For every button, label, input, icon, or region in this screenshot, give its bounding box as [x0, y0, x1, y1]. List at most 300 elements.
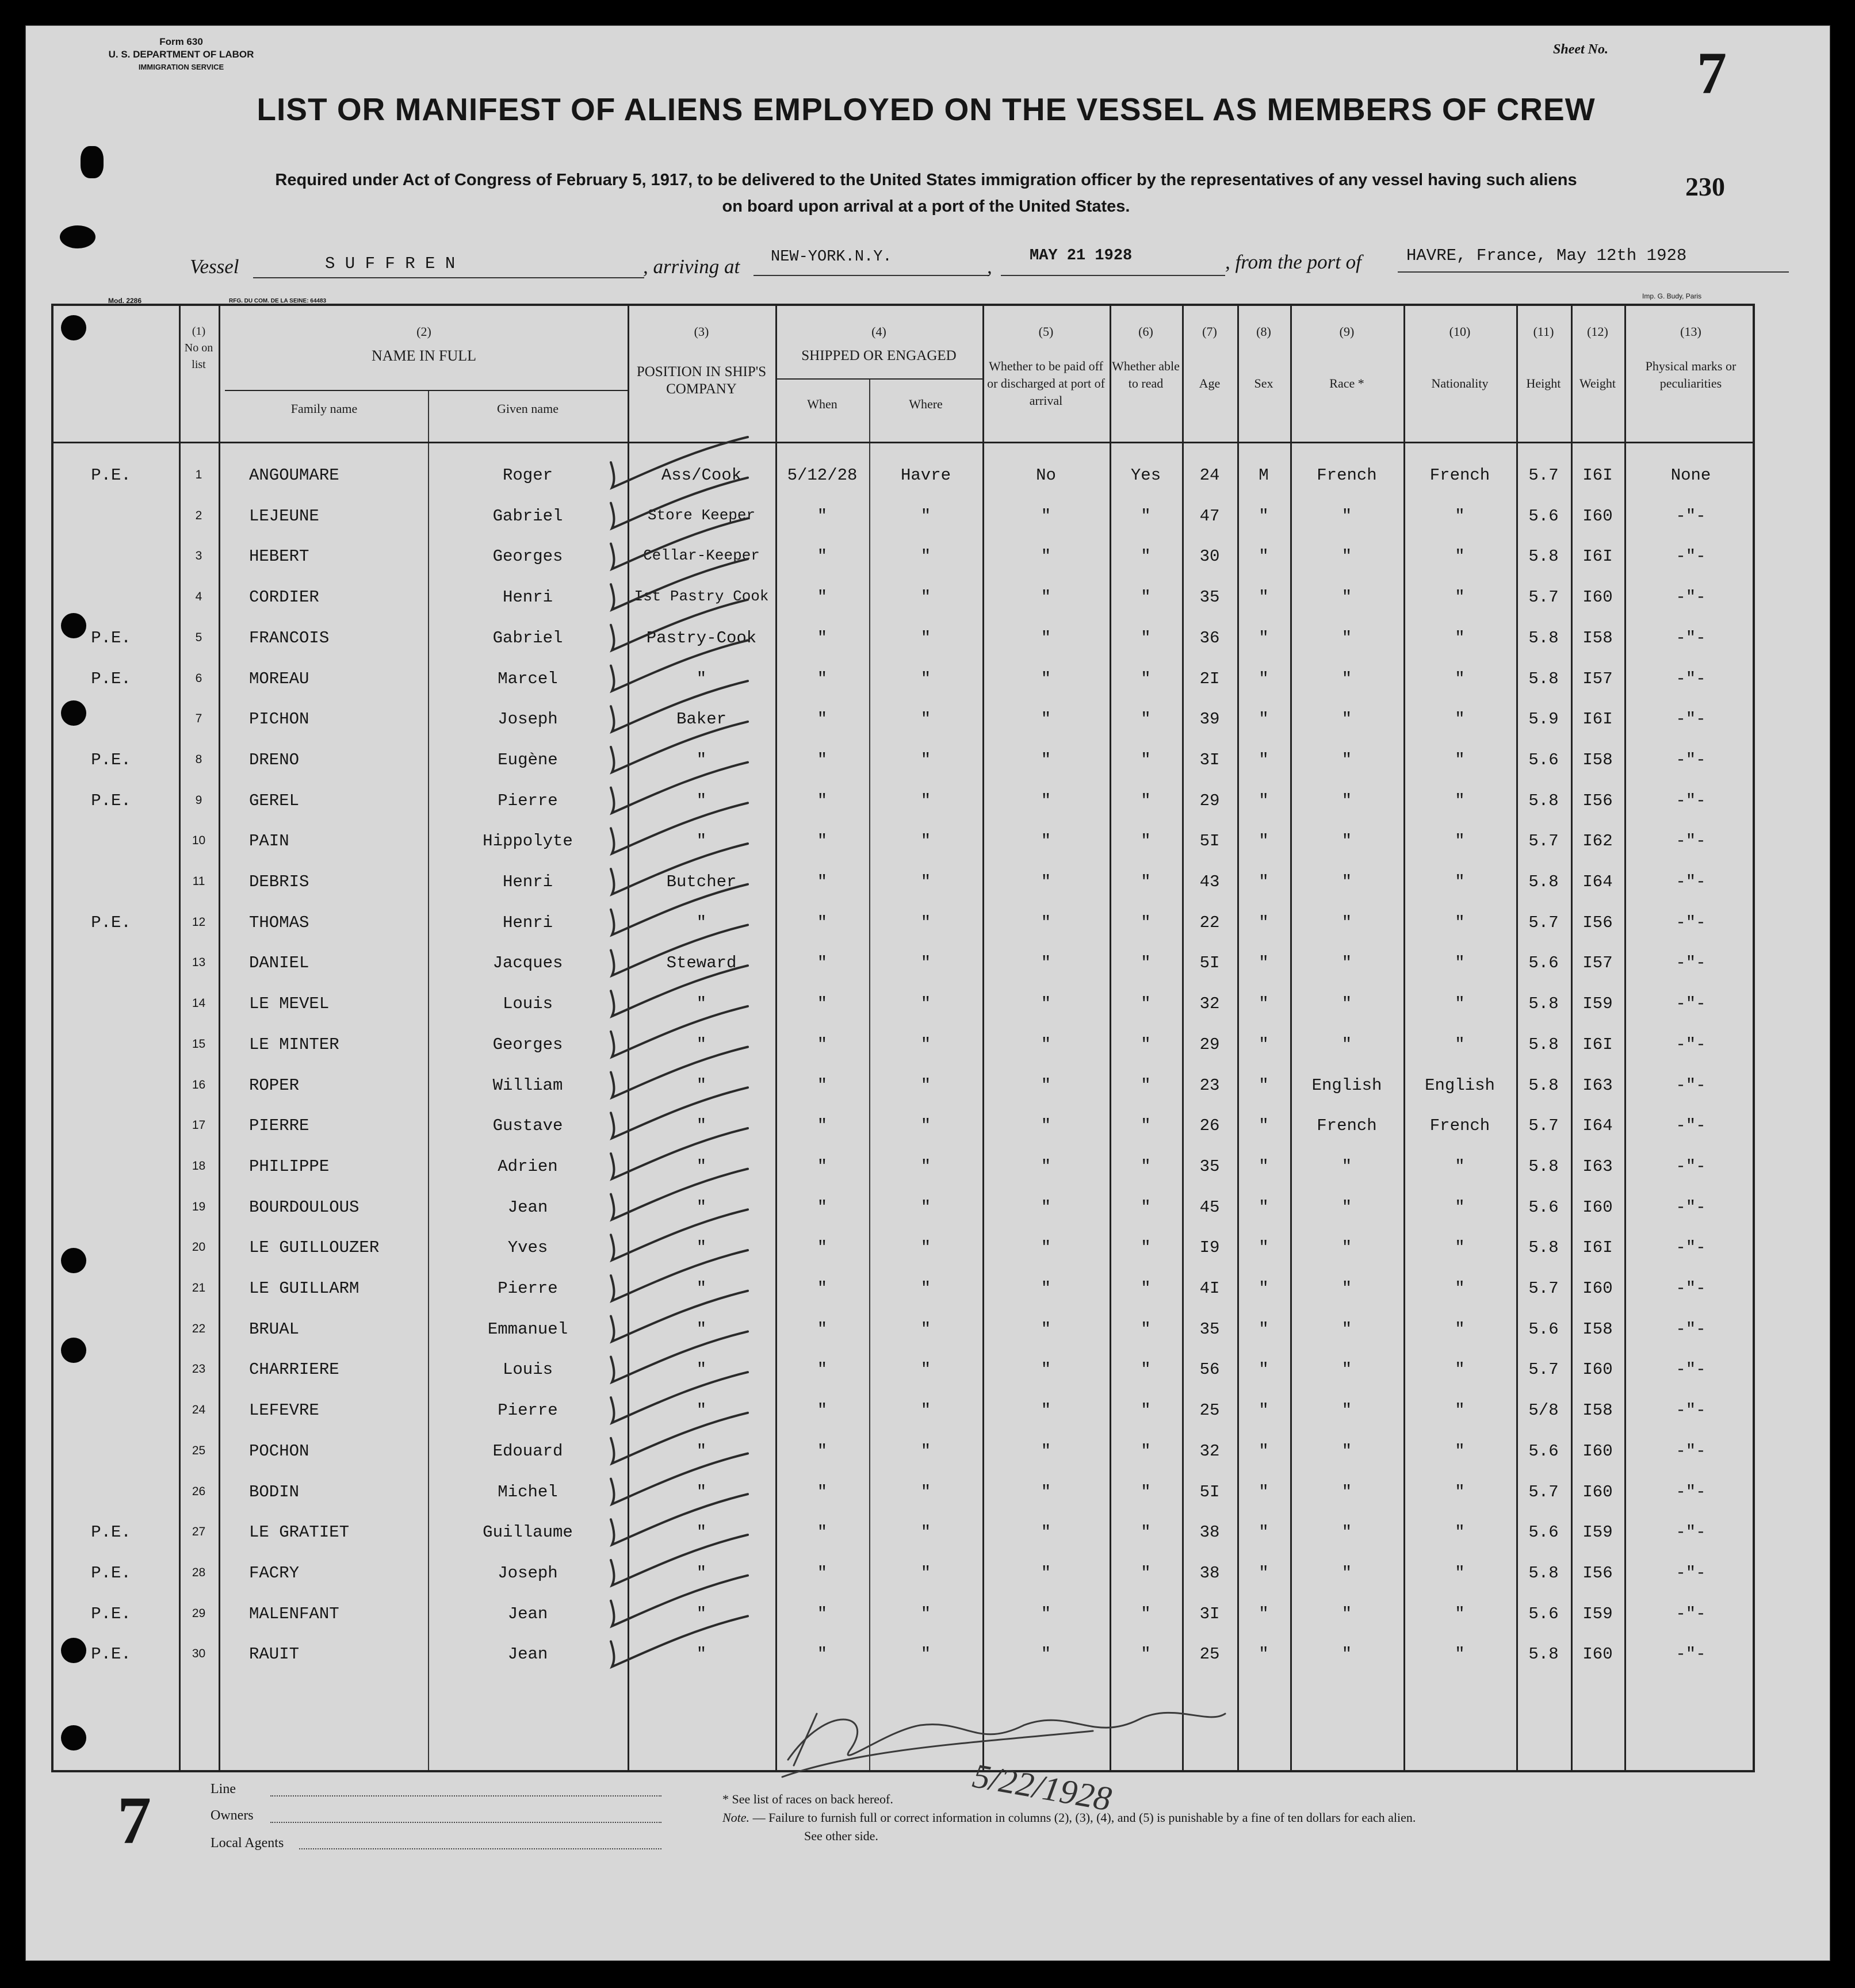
shipped-when: " — [817, 1279, 828, 1298]
row-number: 29 — [192, 1606, 206, 1620]
sex: " — [1259, 1197, 1269, 1217]
able-to-read: " — [1141, 832, 1151, 851]
nationality: " — [1455, 1604, 1465, 1623]
pe-mark: P.E. — [91, 628, 131, 648]
paid-off: " — [1041, 710, 1051, 729]
shipped-when: " — [817, 628, 828, 648]
line-underline — [270, 1795, 661, 1797]
age: 23 — [1199, 1075, 1220, 1095]
shipped-where: Havre — [900, 466, 951, 485]
height: 5.7 — [1528, 1482, 1559, 1501]
physical-marks: -"- — [1676, 669, 1706, 688]
weight: I63 — [1582, 1156, 1613, 1176]
from-port: HAVRE, France, May 12th 1928 — [1406, 246, 1687, 265]
height: 5.8 — [1528, 669, 1559, 688]
family-name: POCHON — [249, 1441, 309, 1461]
header-col-2-number: (2) — [416, 324, 431, 339]
given-name: Louis — [502, 1360, 553, 1380]
height: 5/8 — [1528, 1401, 1559, 1420]
arriving-label: , arriving at — [643, 255, 740, 278]
age: 29 — [1199, 791, 1220, 810]
nationality: " — [1455, 1360, 1465, 1380]
family-name: LE GUILLOUZER — [249, 1238, 380, 1258]
given-name: Edouard — [492, 1441, 563, 1461]
sex: " — [1259, 1156, 1269, 1176]
shipped-where: " — [920, 669, 931, 688]
nationality: " — [1455, 1563, 1465, 1583]
height: 5.8 — [1528, 1075, 1559, 1095]
age: 3I — [1199, 1604, 1220, 1623]
family-name: LE MINTER — [249, 1035, 339, 1054]
physical-marks: -"- — [1676, 1563, 1706, 1583]
check-mark — [611, 1454, 748, 1504]
family-name: LE GUILLARM — [249, 1279, 359, 1298]
height: 5.7 — [1528, 1116, 1559, 1136]
paid-off: " — [1041, 506, 1051, 526]
age: 5I — [1199, 832, 1220, 851]
age: 25 — [1199, 1401, 1220, 1420]
nationality: " — [1455, 1523, 1465, 1542]
family-name: PAIN — [249, 832, 289, 851]
position: Cellar-Keeper — [643, 547, 760, 565]
header-family: Family name — [290, 401, 358, 416]
header-col-1-number: (1) — [192, 325, 206, 338]
check-mark — [611, 925, 748, 975]
given-name: Pierre — [498, 1279, 558, 1298]
physical-marks: -"- — [1676, 1156, 1706, 1176]
age: 26 — [1199, 1116, 1220, 1136]
shipped-where: " — [920, 1441, 931, 1461]
race: " — [1341, 1441, 1352, 1461]
check-mark — [611, 1128, 748, 1179]
height: 5.6 — [1528, 750, 1559, 769]
height: 5.8 — [1528, 994, 1559, 1014]
sex: " — [1259, 1401, 1269, 1420]
race: " — [1341, 832, 1352, 851]
physical-marks: -"- — [1676, 1197, 1706, 1217]
weight: I60 — [1582, 1482, 1613, 1501]
age: 35 — [1199, 1319, 1220, 1339]
position: " — [696, 1279, 707, 1298]
given-name: Emmanuel — [487, 1319, 568, 1339]
check-mark — [611, 1372, 748, 1423]
given-name: Henri — [502, 588, 553, 607]
able-to-read: Yes — [1130, 466, 1161, 485]
able-to-read: " — [1141, 913, 1151, 932]
nationality: " — [1455, 1197, 1465, 1217]
row-number: 2 — [195, 508, 202, 522]
nationality: " — [1455, 994, 1465, 1014]
check-mark — [611, 1331, 748, 1382]
shipped-when: " — [817, 1563, 828, 1583]
local-agents-underline — [299, 1848, 661, 1849]
nationality: " — [1455, 1319, 1465, 1339]
shipped-where: " — [920, 872, 931, 891]
paid-off: No — [1036, 466, 1056, 485]
race: " — [1341, 872, 1352, 891]
paid-off: " — [1041, 1197, 1051, 1217]
shipped-when: " — [817, 913, 828, 932]
race: " — [1341, 669, 1352, 688]
age: 38 — [1199, 1523, 1220, 1542]
family-name: LE MEVEL — [249, 994, 330, 1014]
race: " — [1341, 1523, 1352, 1542]
nationality: " — [1455, 1279, 1465, 1298]
race: " — [1341, 1604, 1352, 1623]
family-name: BODIN — [249, 1482, 300, 1501]
header-col-10-label: Nationality — [1431, 376, 1489, 390]
local-agents-label: Local Agents — [211, 1836, 284, 1851]
pe-mark: P.E. — [91, 1523, 131, 1542]
nationality: French — [1429, 1116, 1490, 1136]
check-mark — [611, 1169, 748, 1220]
header-when: When — [807, 397, 837, 411]
mod-note: Mod. 2286 — [108, 297, 142, 305]
family-name: RAUIT — [249, 1645, 300, 1664]
weight: I64 — [1582, 1116, 1613, 1136]
sex: " — [1259, 669, 1269, 688]
age: 24 — [1199, 466, 1220, 485]
row-number: 13 — [192, 956, 206, 970]
family-name: MOREAU — [249, 669, 309, 688]
check-mark — [611, 681, 748, 731]
able-to-read: " — [1141, 1360, 1151, 1380]
able-to-read: " — [1141, 1319, 1151, 1339]
height: 5.8 — [1528, 1238, 1559, 1258]
nationality: " — [1455, 1645, 1465, 1664]
position: Store Keeper — [647, 506, 756, 524]
sex: " — [1259, 1319, 1269, 1339]
given-name: Pierre — [498, 1401, 558, 1420]
sex: " — [1259, 872, 1269, 891]
shipped-where: " — [920, 1156, 931, 1176]
paid-off: " — [1041, 1075, 1051, 1095]
service: IMMIGRATION SERVICE — [138, 63, 224, 71]
sex: " — [1259, 1116, 1269, 1136]
position: " — [696, 1482, 707, 1501]
age: 39 — [1199, 710, 1220, 729]
able-to-read: " — [1141, 1075, 1151, 1095]
check-mark — [611, 1047, 748, 1098]
shipped-where: " — [920, 994, 931, 1014]
height: 5.7 — [1528, 1360, 1559, 1380]
header-col-11-label: Height — [1526, 376, 1561, 390]
position: Butcher — [666, 872, 737, 891]
family-name: PICHON — [249, 710, 309, 729]
row-number: 21 — [192, 1281, 206, 1294]
header-col-13-number: (13) — [1680, 324, 1701, 339]
row-number: 7 — [195, 712, 202, 726]
check-mark — [611, 1250, 748, 1301]
given-name: Georges — [492, 547, 563, 566]
race: " — [1341, 1156, 1352, 1176]
shipped-where: " — [920, 1075, 931, 1095]
shipped-where: " — [920, 1279, 931, 1298]
line-label: Line — [211, 1782, 236, 1797]
physical-marks: -"- — [1676, 588, 1706, 607]
shipped-where: " — [920, 1116, 931, 1136]
row-number: 17 — [192, 1119, 206, 1132]
physical-marks: -"- — [1676, 913, 1706, 932]
race: " — [1341, 953, 1352, 973]
shipped-when: " — [817, 872, 828, 891]
shipped-where: " — [920, 750, 931, 769]
family-name: PIERRE — [249, 1116, 309, 1136]
height: 5.8 — [1528, 1035, 1559, 1054]
nationality: " — [1455, 588, 1465, 607]
family-name: HEBERT — [249, 547, 309, 566]
paid-off: " — [1041, 1035, 1051, 1054]
row-number: 30 — [192, 1647, 206, 1661]
header-given: Given name — [497, 401, 559, 416]
shipped-where: " — [920, 506, 931, 526]
pe-mark: P.E. — [91, 669, 131, 688]
position: " — [696, 1116, 707, 1136]
arrival-date: MAY 21 1928 — [1030, 247, 1133, 265]
pe-mark: P.E. — [91, 913, 131, 932]
shipped-where: " — [920, 791, 931, 810]
vessel-label: Vessel — [190, 255, 239, 278]
able-to-read: " — [1141, 1645, 1151, 1664]
able-to-read: " — [1141, 1035, 1151, 1054]
physical-marks: -"- — [1676, 1482, 1706, 1501]
given-name: Louis — [502, 994, 553, 1014]
shipped-when: " — [817, 1401, 828, 1420]
check-mark — [611, 1413, 748, 1464]
header-col-5-number: (5) — [1038, 324, 1054, 339]
header-col-4-number: (4) — [871, 324, 886, 339]
race: " — [1341, 913, 1352, 932]
physical-marks: -"- — [1676, 506, 1706, 526]
sex: " — [1259, 588, 1269, 607]
nationality: " — [1455, 953, 1465, 973]
physical-marks: -"- — [1676, 1116, 1706, 1136]
paid-off: " — [1041, 1604, 1051, 1623]
nationality: " — [1455, 791, 1465, 810]
physical-marks: -"- — [1676, 1401, 1706, 1420]
nationality: " — [1455, 1035, 1465, 1054]
shipped-where: " — [920, 588, 931, 607]
row-number: 25 — [192, 1443, 206, 1457]
race: " — [1341, 1360, 1352, 1380]
race: " — [1341, 628, 1352, 648]
check-mark — [611, 437, 748, 488]
height: 5.6 — [1528, 1319, 1559, 1339]
family-name: LEFEVRE — [249, 1401, 319, 1420]
row-number: 18 — [192, 1159, 206, 1173]
able-to-read: " — [1141, 953, 1151, 973]
row-number: 1 — [195, 468, 202, 481]
shipped-where: " — [920, 832, 931, 851]
weight: I56 — [1582, 791, 1613, 810]
race: " — [1341, 994, 1352, 1014]
able-to-read: " — [1141, 1156, 1151, 1176]
header-col-9-label: Race * — [1329, 376, 1364, 390]
position: " — [696, 1563, 707, 1583]
weight: I58 — [1582, 628, 1613, 648]
row-number: 11 — [192, 875, 205, 888]
height: 5.7 — [1528, 588, 1559, 607]
height: 5.7 — [1528, 913, 1559, 932]
age: 35 — [1199, 1156, 1220, 1176]
weight: I6I — [1582, 710, 1613, 729]
race: " — [1341, 1238, 1352, 1258]
given-name: Hippolyte — [483, 832, 573, 851]
position: " — [696, 1319, 707, 1339]
header-col-2-label: NAME IN FULL — [372, 347, 476, 364]
height: 5.6 — [1528, 1441, 1559, 1461]
weight: I58 — [1582, 1319, 1613, 1339]
nationality: French — [1429, 466, 1490, 485]
sex: " — [1259, 1523, 1269, 1542]
position: " — [696, 994, 707, 1014]
height: 5.8 — [1528, 1563, 1559, 1583]
race: " — [1341, 1035, 1352, 1054]
physical-marks: -"- — [1676, 1319, 1706, 1339]
given-name: Marcel — [498, 669, 558, 688]
shipped-where: " — [920, 1604, 931, 1623]
check-mark — [611, 884, 748, 935]
header-col-1-label: No on list — [184, 342, 213, 371]
shipped-where: " — [920, 710, 931, 729]
header-col-10-number: (10) — [1449, 324, 1471, 339]
row-number: 5 — [195, 630, 202, 644]
paid-off: " — [1041, 791, 1051, 810]
paid-off: " — [1041, 1482, 1051, 1501]
height: 5.7 — [1528, 832, 1559, 851]
nationality: " — [1455, 913, 1465, 932]
date-comma: , — [987, 255, 992, 278]
weight: I60 — [1582, 1441, 1613, 1461]
position: " — [696, 1238, 707, 1258]
race: " — [1341, 588, 1352, 607]
row-number: 8 — [195, 752, 202, 766]
nationality: " — [1455, 710, 1465, 729]
check-mark — [611, 559, 748, 610]
position: Ass/Cook — [661, 466, 742, 485]
able-to-read: " — [1141, 506, 1151, 526]
header-col-5-label: Whether to be paid off or discharged at port of arrival — [987, 359, 1105, 408]
position: " — [696, 1523, 707, 1542]
shipped-when: " — [817, 1604, 828, 1623]
family-name: PHILIPPE — [249, 1156, 330, 1176]
able-to-read: " — [1141, 791, 1151, 810]
sex: " — [1259, 1360, 1269, 1380]
check-mark — [611, 1209, 748, 1260]
given-name: Michel — [498, 1482, 558, 1501]
physical-marks: -"- — [1676, 628, 1706, 648]
physical-marks: -"- — [1676, 994, 1706, 1014]
pe-mark: P.E. — [91, 750, 131, 769]
height: 5.6 — [1528, 1197, 1559, 1217]
position: " — [696, 1401, 707, 1420]
age: 38 — [1199, 1563, 1220, 1583]
page-reference: 230 — [1685, 172, 1725, 201]
age: 3I — [1199, 750, 1220, 769]
family-name: DANIEL — [249, 953, 309, 973]
family-name: LE GRATIET — [249, 1523, 350, 1542]
header-col-13-label: Physical marks or peculiarities — [1645, 359, 1737, 390]
paid-off: " — [1041, 953, 1051, 973]
position: " — [696, 1604, 707, 1623]
nationality: English — [1425, 1075, 1495, 1095]
row-number: 20 — [192, 1240, 206, 1254]
age: 4I — [1199, 1279, 1220, 1298]
paid-off: " — [1041, 1156, 1051, 1176]
subtitle-line-1: Required under Act of Congress of February 5, 1917, to be delivered to the United States immigration officer by the representatives of any vessel having such aliens — [275, 171, 1577, 189]
age: 5I — [1199, 1482, 1220, 1501]
header-where: Where — [909, 397, 943, 411]
sex: " — [1259, 1279, 1269, 1298]
nationality: " — [1455, 506, 1465, 526]
shipped-when: " — [817, 588, 828, 607]
header-col-9-number: (9) — [1339, 324, 1355, 339]
paid-off: " — [1041, 1441, 1051, 1461]
race: " — [1341, 1319, 1352, 1339]
sex: " — [1259, 547, 1269, 566]
family-name: ANGOUMARE — [249, 466, 339, 485]
check-mark — [611, 966, 748, 1016]
owners-label: Owners — [211, 1808, 254, 1823]
age: 30 — [1199, 547, 1220, 566]
shipped-where: " — [920, 913, 931, 932]
row-number: 6 — [195, 671, 202, 685]
header-col-12-label: Weight — [1579, 376, 1616, 390]
able-to-read: " — [1141, 1116, 1151, 1136]
pe-mark: P.E. — [91, 466, 131, 485]
subtitle-line-2: on board upon arrival at a port of the United States. — [722, 197, 1130, 216]
able-to-read: " — [1141, 994, 1151, 1014]
sex: " — [1259, 1645, 1269, 1664]
sheet-number-label: Sheet No. — [1553, 42, 1608, 57]
row-number: 16 — [192, 1078, 206, 1091]
family-name: THOMAS — [249, 913, 309, 932]
sex: " — [1259, 710, 1269, 729]
able-to-read: " — [1141, 1523, 1151, 1542]
shipped-when: 5/12/28 — [787, 466, 858, 485]
age: 47 — [1199, 506, 1220, 526]
weight: I60 — [1582, 1279, 1613, 1298]
weight: I56 — [1582, 1563, 1613, 1583]
shipped-when: " — [817, 506, 828, 526]
paid-off: " — [1041, 1360, 1051, 1380]
sheet-number: 7 — [1697, 40, 1727, 106]
note-text: — Failure to furnish full or correct information in columns (2), (3), (4), and (5) is punishable by a fine of ten dollars for each alien. — [752, 1810, 1416, 1825]
weight: I59 — [1582, 1604, 1613, 1623]
sex: " — [1259, 832, 1269, 851]
shipped-when: " — [817, 994, 828, 1014]
physical-marks: -"- — [1676, 1523, 1706, 1542]
position: Pastry-Cook — [646, 628, 757, 648]
penalty-note — [722, 1810, 1585, 1825]
paid-off: " — [1041, 1401, 1051, 1420]
given-name: Jean — [507, 1197, 548, 1217]
nationality: " — [1455, 669, 1465, 688]
check-mark — [611, 478, 748, 528]
able-to-read: " — [1141, 750, 1151, 769]
shipped-when: " — [817, 791, 828, 810]
able-to-read: " — [1141, 669, 1151, 688]
physical-marks: -"- — [1676, 710, 1706, 729]
form-number: Form 630 — [159, 36, 203, 47]
row-number: 26 — [192, 1484, 206, 1498]
sex: " — [1259, 628, 1269, 648]
weight: I63 — [1582, 1075, 1613, 1095]
paid-off: " — [1041, 588, 1051, 607]
sex: " — [1259, 1035, 1269, 1054]
paid-off: " — [1041, 669, 1051, 688]
row-number: 23 — [192, 1362, 206, 1376]
